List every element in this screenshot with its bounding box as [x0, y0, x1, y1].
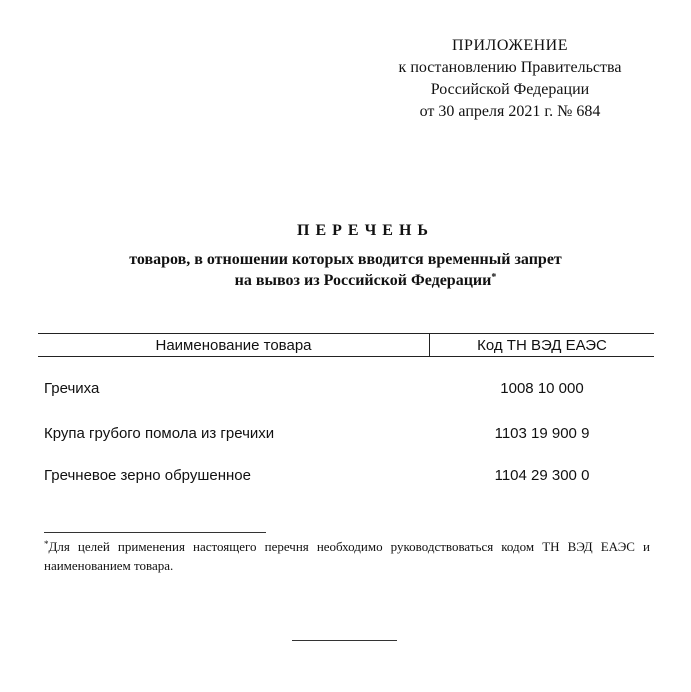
product-name: Гречиха: [44, 380, 100, 397]
document-heading: [0, 220, 691, 291]
product-name: Крупа грубого помола из гречихи: [44, 425, 275, 442]
appendix-line-2: Российской Федерации: [430, 81, 590, 98]
subtitle-line-1: товаров, в отношении которых вводится временный запрет: [129, 251, 562, 268]
footnote-separator: [44, 532, 266, 533]
table-header-bottom-rule: [38, 356, 654, 357]
footnote-mark: *: [44, 539, 49, 549]
subtitle-line-2-text: на вывоз из Российской Федерации: [234, 272, 492, 289]
document-subtitle: [0, 249, 691, 291]
end-of-document-rule: [292, 640, 397, 641]
subtitle-line-2: [40, 270, 691, 291]
appendix-title: ПРИЛОЖЕНИЕ: [451, 37, 568, 54]
footnote-text: Для целей применения настоящего перечня необходимо руководствоваться кодом ТН ВЭД ЕАЭС и наименованием товара.: [44, 539, 650, 573]
product-code: 1008 10 000: [500, 380, 584, 397]
footnote: [44, 537, 650, 575]
table-row: [0, 423, 691, 445]
document-title: ПЕРЕЧЕНЬ: [297, 222, 434, 239]
appendix-line-1: к постановлению Правительства: [398, 59, 622, 76]
product-code: 1104 29 300 0: [494, 467, 590, 484]
column-header-code: Код ТН ВЭД ЕАЭС: [477, 337, 607, 354]
table-top-rule: [38, 333, 654, 334]
appendix-block: [360, 35, 660, 123]
footnote-marker: *: [491, 272, 497, 283]
table-row: [0, 378, 691, 400]
table-row: [0, 465, 691, 487]
product-name: Гречневое зерно обрушенное: [44, 467, 251, 484]
column-header-name: Наименование товара: [155, 337, 312, 354]
appendix-line-3: от 30 апреля 2021 г. № 684: [419, 103, 601, 120]
product-code: 1103 19 900 9: [494, 425, 590, 442]
